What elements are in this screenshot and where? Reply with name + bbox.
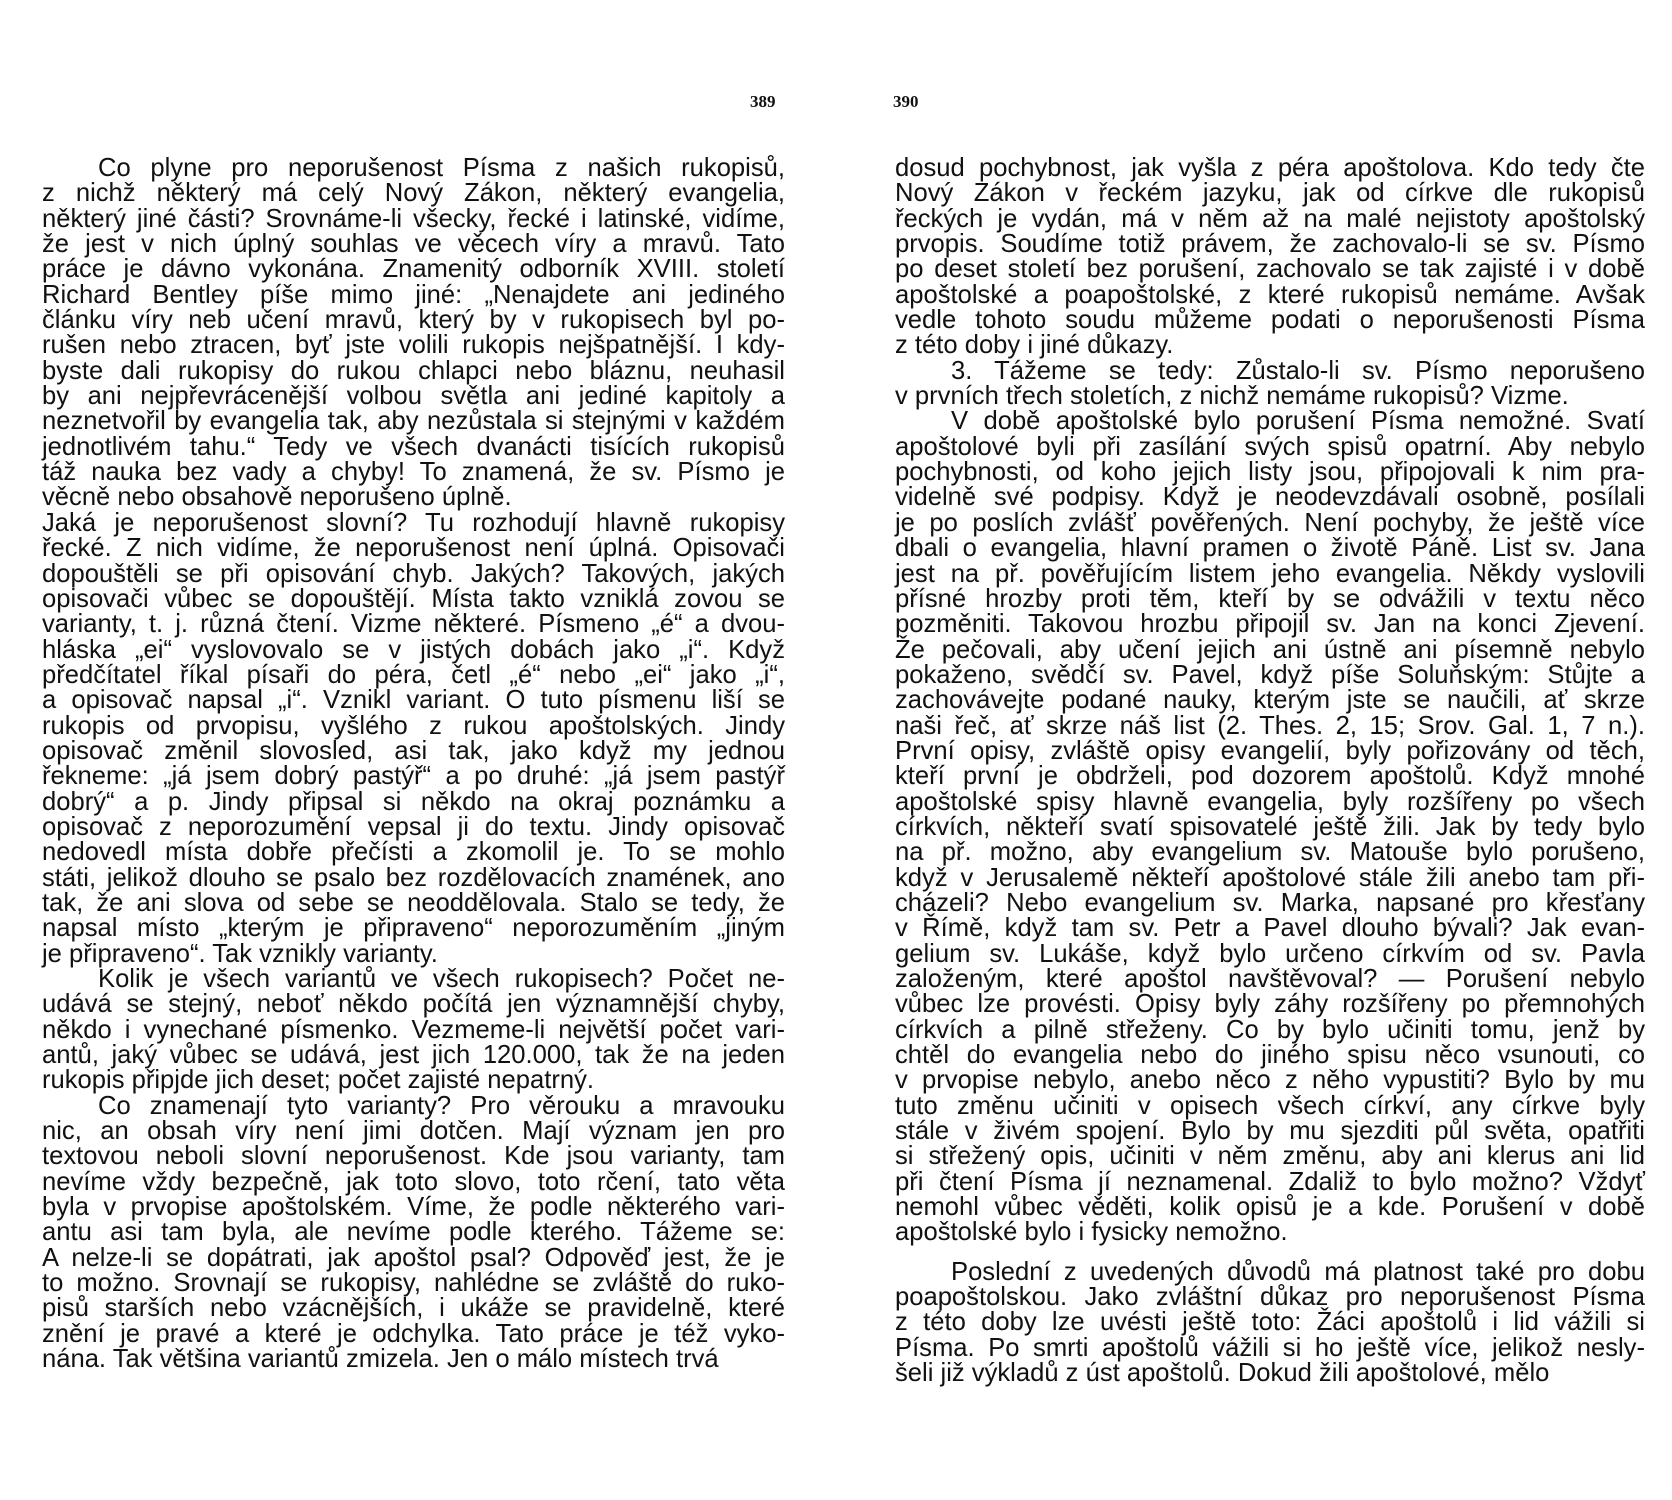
- text-line: opisovači vůbec se dopouštějí. Místa takto vzniklá zovou se: [42, 584, 785, 613]
- text-line: v Římě, když tam sv. Petr a Pavel dlouho bývali? Jak evan-: [895, 914, 1645, 943]
- text-line: A nelze-li se dopátrati, jak apoštol psal? Odpověď jest, že je: [42, 1243, 785, 1272]
- text-line: antů, jaký vůbec se udává, jest jich 120.000, tak že na jeden: [42, 1041, 785, 1070]
- text-line: církvích, někteří svatí spisovatelé ještě žili. Jak by tedy bylo: [895, 812, 1645, 841]
- text-line: jest na př. pověřujícím listem jeho evangelia. Někdy vyslovili: [895, 559, 1645, 588]
- text-line: Že pečovali, aby učení jejich ani ústně ani písemně nebylo: [895, 635, 1645, 664]
- text-line: varianty, t. j. různá čtení. Vizme některé. Písmeno „é“ a dvou-: [42, 610, 785, 639]
- text-line: nevíme vždy bezpečně, jak toto slovo, toto rčení, tato věta: [42, 1167, 785, 1196]
- text-line: prvopis. Soudíme totiž právem, že zachovalo-li se sv. Písmo: [895, 230, 1645, 259]
- text-line: státi, jelikož dlouho se psalo bez rozdělovacích znamének, ano: [42, 863, 785, 892]
- text-line: znění je pravé a které je odchylka. Tato práce je též vyko-: [42, 1319, 785, 1348]
- text-line: vůbec lze provésti. Opisy byly záhy rozšířeny po přemnohých: [895, 990, 1645, 1019]
- paragraph: [895, 356, 1645, 411]
- text-line: řekneme: „já jsem dobrý pastýř“ a po druhé: „já jsem pastýř: [42, 762, 785, 791]
- text-line: táž nauka bez vady a chyby! To znamená, že sv. Písmo je: [42, 458, 785, 487]
- text-line: článku víry neb učení mravů, který by v rukopisech byl po-: [42, 306, 785, 335]
- text-line: dosud pochybnost, jak vyšla z péra apoštolova. Kdo tedy čte: [895, 154, 1645, 182]
- text-line: apoštolové byli při zasílání svých spisů opatrní. Aby nebylo: [895, 432, 1645, 461]
- text-line: šeli již výkladů z úst apoštolů. Dokud žili apoštolové, mělo: [895, 1359, 1550, 1388]
- text-line: opisovač z neporozumění vepsal ji do textu. Jindy opisovač: [42, 812, 785, 841]
- text-line: řeckých je vydán, má v něm až na malé nejistoty apoštolský: [895, 204, 1645, 233]
- text-line: apoštolské bylo i fysicky nemožno.: [895, 1218, 1288, 1247]
- text-line: jednotlivém tahu.“ Tedy ve všech dvanácti tisících rukopisů: [42, 432, 785, 461]
- text-line: dbali o evangelia, hlavní pramen o životě Páně. List sv. Jana: [895, 534, 1645, 563]
- page-number-right: 390: [893, 92, 919, 111]
- text-line: řecké. Z nich vidíme, že neporušenost není úplná. Opisovači: [42, 534, 785, 563]
- text-line: pochybnosti, od koho jejich listy jsou, připojovali k nim pra-: [895, 458, 1645, 487]
- text-line: V době apoštolské bylo porušení Písma nemožné. Svatí: [951, 407, 1645, 436]
- text-line: textovou neboli slovní neporušenost. Kde jsou varianty, tam: [42, 1142, 785, 1171]
- text-line: přísné hrozby proti těm, kteří by se odvážili v textu něco: [895, 584, 1645, 613]
- text-line: Nový Zákon v řeckém jazyku, jak od církve dle rukopisů: [895, 179, 1645, 208]
- paragraph: [895, 409, 1645, 1245]
- text-line: církvích a pilně střeženy. Co by bylo učiniti tomu, jenž by: [895, 1015, 1645, 1044]
- text-line: Písma. Po smrti apoštolů vážili si ho ještě více, jelikož nesly-: [895, 1333, 1645, 1362]
- paragraph: [42, 508, 785, 968]
- text-line: rukopis připjde jich deset; počet zajisté nepatrný.: [42, 1066, 594, 1095]
- left-page-text: [42, 156, 785, 1373]
- text-line: práce je dávno vykonána. Znamenitý odborník XVIII. století: [42, 255, 785, 284]
- right-page-text: [895, 156, 1645, 1387]
- text-line: Richard Bentley píše mimo jiné: „Nenajdete ani jediného: [42, 280, 785, 309]
- text-line: založeným, které apoštol navštěvoval? — Porušení nebylo: [895, 965, 1645, 993]
- text-line: si střežený opis, učiniti v něm změnu, aby ani klerus ani lid: [895, 1142, 1645, 1171]
- text-line: zachovávejte podané nauky, kterým jste se naučili, ať skrze: [895, 686, 1645, 715]
- text-line: apoštolské spisy hlavně evangelia, byly rozšířeny po všech: [895, 787, 1645, 816]
- paragraph: [42, 967, 785, 1094]
- text-line: když v Jerusalemě někteří apoštolové stále žili anebo tam při-: [895, 863, 1645, 892]
- text-line: to možno. Srovnají se rukopisy, nahlédne se zvláště do ruko-: [42, 1269, 785, 1298]
- text-line: na př. možno, aby evangelium sv. Matouše bylo porušeno,: [895, 838, 1645, 867]
- text-line: rušen nebo ztracen, byť jste volili rukopis nejšpatnější. I kdy-: [42, 331, 785, 360]
- text-line: hláska „ei“ vyslovovalo se v jistých dobách jako „i“. Když: [42, 635, 785, 664]
- text-line: tak, že ani slova od sebe se neoddělovala. Stalo se tedy, že: [42, 888, 785, 917]
- text-line: při čtení Písma jí neznamenal. Zdaliž to bylo možno? Vždyť: [895, 1167, 1645, 1196]
- text-line: videlně své podpisy. Když je neodevzdávali osobně, posílali: [895, 483, 1645, 512]
- paragraph: [42, 156, 785, 511]
- text-line: některý jiné části? Srovnáme-li všecky, řecké i latinské, vidíme,: [42, 204, 785, 233]
- text-line: po deset století bez porušení, zachovalo se tak zajisté i v době: [895, 255, 1645, 284]
- text-line: je připraveno“. Tak vznikly varianty.: [42, 939, 438, 968]
- text-line: nic, an obsah víry není jimi dotčen. Mají význam jen pro: [42, 1117, 785, 1146]
- text-line: by ani nejpřevrácenější volbou světla ani jediné kapitoly a: [42, 382, 785, 411]
- text-line: kteří první je obdrželi, pod dozorem apoštolů. Když mnohé: [895, 762, 1645, 791]
- text-line: v prvních třech stoletích, z nichž nemáme rukopisů? Vizme.: [895, 382, 1569, 411]
- text-line: byste dali rukopisy do rukou chlapci nebo bláznu, neuhasil: [42, 356, 785, 385]
- text-line: že jest v nich úplný souhlas ve věcech víry a mravů. Tato: [42, 230, 785, 259]
- text-line: udává se stejný, neboť někdo počítá jen významnější chyby,: [42, 990, 785, 1019]
- text-line: První opisy, zvláště opisy evangelií, byly pořizovány od těch,: [895, 736, 1645, 765]
- text-line: byla v prvopise apoštolském. Víme, že podle některého vari-: [42, 1193, 785, 1222]
- text-line: nedovedl místa dobře přečísti a zkomolil je. To se mohlo: [42, 838, 785, 867]
- text-line: věcně nebo obsahově neporušeno úplně.: [42, 483, 512, 512]
- text-line: napsal místo „kterým je připraveno“ neporozuměním „jiným: [42, 914, 785, 943]
- right-page: [836, 0, 1672, 1500]
- text-line: předčítatel říkal písaři do péra, četl „é“ nebo „ei“ jako „i“,: [42, 660, 785, 689]
- text-line: chtěl do evangelia nebo do jiného spisu něco vsunouti, co: [895, 1041, 1645, 1070]
- text-line: dobrý“ a p. Jindy připsal si někdo na okraj poznámku a: [42, 787, 785, 816]
- paragraph: [895, 1257, 1645, 1388]
- text-line: Co plyne pro neporušenost Písma z našich rukopisů,: [98, 154, 785, 182]
- text-line: vedle tohoto soudu můžeme podati o neporušenosti Písma: [895, 306, 1645, 335]
- text-line: z této doby i jiné důkazy.: [895, 331, 1174, 360]
- text-line: gelium sv. Lukáše, když bylo určeno církvím od sv. Pavla: [895, 939, 1645, 968]
- text-line: dopouštěli se při opisování chyb. Jakých? Takových, jakých: [42, 559, 785, 588]
- text-line: naši řeč, ať skrze náš list (2. Thes. 2, 15; Srov. Gal. 1, 7 n.).: [895, 711, 1645, 740]
- text-line: 3. Tážeme se tedy: Zůstalo-li sv. Písmo neporušeno: [951, 356, 1645, 385]
- text-line: rukopis od prvopisu, vyšlého z rukou apoštolských. Jindy: [42, 711, 785, 740]
- text-line: a opisovač napsal „i“. Vznikl variant. O tuto písmenu liší se: [42, 686, 785, 715]
- text-line: nána. Tak většina variantů zmizela. Jen o málo místech trvá: [42, 1345, 719, 1374]
- text-line: neznetvořil by evangelia tak, aby nezůstala si stejnými v každém: [42, 407, 785, 436]
- page-number-left: 389: [750, 92, 776, 111]
- text-line: je po poslích zvlášť pověřených. Není pochyby, že ještě více: [895, 508, 1645, 537]
- text-line: pokaženo, svědčí sv. Pavel, když píše Soluňským: Stůjte a: [895, 660, 1645, 689]
- paragraph: [42, 1091, 785, 1374]
- text-line: opisovač změnil slovosled, asi tak, jako když my jednou: [42, 736, 785, 765]
- text-line: stále v živém spojení. Bylo by mu sjezditi půl světa, opatřiti: [895, 1117, 1645, 1146]
- text-line: antu asi tam byla, ale nevíme podle kterého. Tážeme se:: [42, 1218, 785, 1247]
- text-line: Poslední z uvedených důvodů má platnost také pro dobu: [951, 1257, 1645, 1286]
- text-line: cházeli? Nebo evangelium sv. Marka, napsané pro křesťany: [895, 888, 1645, 917]
- text-line: tuto změnu učiniti v opisech všech církví, any církve byly: [895, 1091, 1645, 1120]
- text-line: pozměniti. Takovou hrozbu připojil sv. Jan na konci Zjevení.: [895, 610, 1645, 639]
- text-line: někdo i vynechané písmenko. Vezmeme-li největší počet vari-: [42, 1015, 785, 1044]
- text-line: z této doby lze uvésti ještě toto: Žáci apoštolů i lid vážili si: [895, 1308, 1645, 1337]
- text-line: Co znamenají tyto varianty? Pro věrouku a mravouku: [98, 1091, 785, 1120]
- paragraph: [895, 156, 1645, 359]
- text-line: Kolik je všech variantů ve všech rukopisech? Počet ne-: [98, 965, 785, 993]
- text-line: pisů starších nebo vzácnějších, i ukáže se pravidelně, které: [42, 1294, 785, 1323]
- text-line: nemohl vůbec věděti, kolik opisů je a kde. Porušení v době: [895, 1193, 1645, 1222]
- text-line: v prvopise nebylo, anebo něco z něho vypustiti? Bylo by mu: [895, 1066, 1645, 1095]
- text-line: z nichž některý má celý Nový Zákon, některý evangelia,: [42, 179, 785, 208]
- text-line: Jaká je neporušenost slovní? Tu rozhodují hlavně rukopisy: [42, 508, 785, 537]
- text-line: poapoštolskou. Jako zvláštní důkaz pro neporušenost Písma: [895, 1283, 1645, 1312]
- text-line: apoštolské a poapoštolské, z které rukopisů nemáme. Avšak: [895, 280, 1645, 309]
